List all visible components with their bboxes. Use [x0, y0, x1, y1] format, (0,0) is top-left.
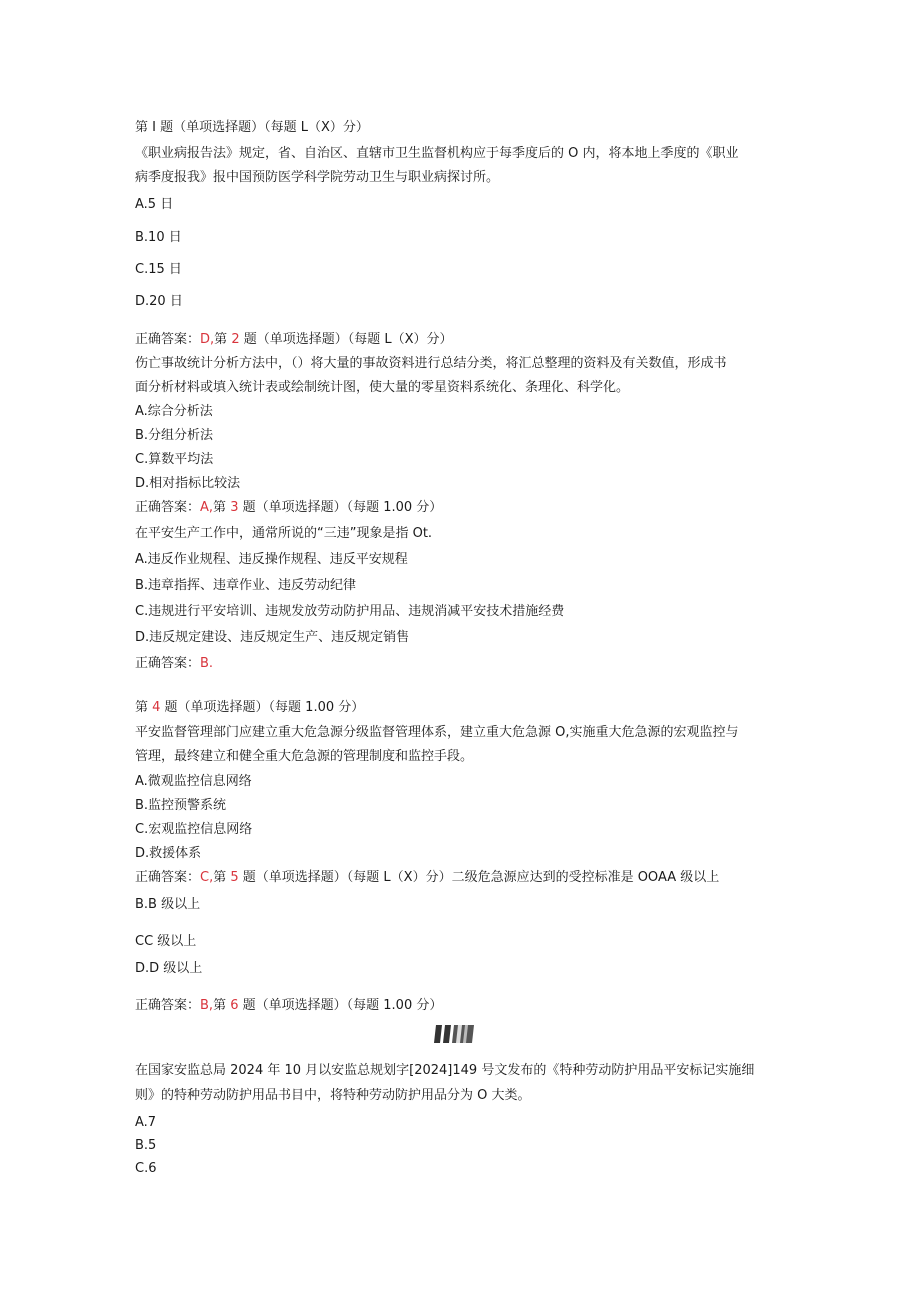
- answer-label: 正确答案：: [135, 870, 201, 885]
- q4-stem-line1: 平安监督管理部门应建立重大危急源分级监督管理体系，建立重大危急源 O,实施重大危急源的宏观监控与: [135, 725, 739, 740]
- q6-number: 6: [230, 998, 239, 1013]
- q4-option-b: B.监控预警系统: [135, 798, 227, 813]
- q4-header: [135, 699, 364, 717]
- q2-stem-line2: 面分析材料或填入统计表或绘制统计图，使大量的零星资料系统化、条理化、科学化。: [135, 380, 630, 395]
- q6-header-suffix: 题（单项选择题）（每题 1.00 分）: [238, 998, 443, 1013]
- q4-answer-line: [135, 869, 719, 887]
- q1-answer-line: [135, 331, 453, 349]
- q6-header-prefix: 第: [213, 998, 231, 1013]
- q3-header-suffix: 题（单项选择题）（每题 1.00 分）: [238, 500, 443, 515]
- q1-option-b: B.10 日: [135, 230, 182, 245]
- q2-answer-line: [135, 499, 442, 517]
- q2-header-suffix: 题（单项选择题）（每题 L（X）分）: [239, 332, 453, 347]
- q3-stem-line1: 在平安生产工作中，通常所说的“三违”现象是指 Ot.: [135, 526, 433, 541]
- q4-option-d: D.救援体系: [135, 846, 202, 861]
- q6-option-c: C.6: [135, 1161, 157, 1176]
- q3-option-c: C.违规进行平安培训、违规发放劳动防护用品、违规消减平安技术措施经费: [135, 604, 565, 619]
- q2-stem-line1: 伤亡事故统计分析方法中，（）将大量的事故资料进行总结分类，将汇总整理的资料及有关数值，形成书: [135, 356, 727, 371]
- q5-option-d: D.D 级以上: [135, 961, 203, 976]
- q3-answer-line: [135, 655, 213, 673]
- q4-stem-line2: 管理，最终建立和健全重大危急源的管理制度和监控手段。: [135, 749, 474, 764]
- q3-header-prefix: 第: [213, 500, 231, 515]
- q1-option-c: C.15 日: [135, 262, 182, 277]
- q5-header-suffix: 题（单项选择题）（每题 L（X）分）二级危急源应达到的受控标准是 OOAA 级以上: [238, 870, 720, 885]
- answer-value: D,: [200, 332, 215, 347]
- q4-header-prefix: 第: [135, 700, 153, 715]
- q3-option-d: D.违反规定建设、违反规定生产、违反规定销售: [135, 630, 410, 645]
- answer-label: 正确答案：: [135, 656, 201, 671]
- answer-value: B,: [200, 998, 214, 1013]
- q1-header: 第 I 题（单项选择题）（每题 L（X）分）: [135, 120, 369, 135]
- q3-option-b: B.违章指挥、违章作业、违反劳动纪律: [135, 578, 357, 593]
- q1-stem-line2: 病季度报我》报中国预防医学科学院劳动卫生与职业病探讨所。: [135, 170, 500, 185]
- q5-option-b: B.B 级以上: [135, 897, 201, 912]
- q6-stem-line1: 在国家安监总局 2024 年 10 月以安监总规划字[2024]149 号文发布的《特种劳动防护用品平安标记实施细: [135, 1063, 755, 1078]
- q4-header-suffix: 题（单项选择题）（每题 1.00 分）: [160, 700, 365, 715]
- q1-stem-line1: 《职业病报告法》规定，省、自治区、直辖市卫生监督机构应于每季度后的 O 内，将本地上季度的《职业: [135, 146, 739, 161]
- q6-option-a: A.7: [135, 1115, 157, 1130]
- answer-value: B.: [200, 656, 214, 671]
- q5-option-c: CC 级以上: [135, 934, 197, 949]
- q2-header-prefix: 第: [214, 332, 232, 347]
- q4-option-c: C.宏观监控信息网络: [135, 822, 253, 837]
- q4-number: 4: [152, 700, 161, 715]
- answer-value: A,: [200, 500, 214, 515]
- q2-option-a: A.综合分析法: [135, 404, 213, 419]
- q2-option-c: C.算数平均法: [135, 452, 214, 467]
- q5-answer-line: [135, 997, 442, 1015]
- q3-number: 3: [230, 500, 239, 515]
- q2-option-d: D.相对指标比较法: [135, 476, 241, 491]
- q4-option-a: A.微观监控信息网络: [135, 774, 252, 789]
- q5-header-prefix: 第: [213, 870, 231, 885]
- answer-value: C,: [200, 870, 214, 885]
- scan-artifact-mark: [434, 1024, 474, 1044]
- q2-option-b: B.分组分析法: [135, 428, 214, 443]
- q6-stem-line2: 则》的特种劳动防护用品书目中，将特种劳动防护用品分为 O 大类。: [135, 1088, 531, 1103]
- answer-label: 正确答案：: [135, 500, 201, 515]
- q1-option-a: A.5 日: [135, 197, 174, 212]
- q2-number: 2: [231, 332, 240, 347]
- q3-option-a: A.违反作业规程、违反操作规程、违反平安规程: [135, 552, 408, 567]
- answer-label: 正确答案：: [135, 332, 201, 347]
- q6-option-b: B.5: [135, 1138, 157, 1153]
- q5-number: 5: [230, 870, 239, 885]
- answer-label: 正确答案：: [135, 998, 201, 1013]
- q1-option-d: D.20 日: [135, 294, 183, 309]
